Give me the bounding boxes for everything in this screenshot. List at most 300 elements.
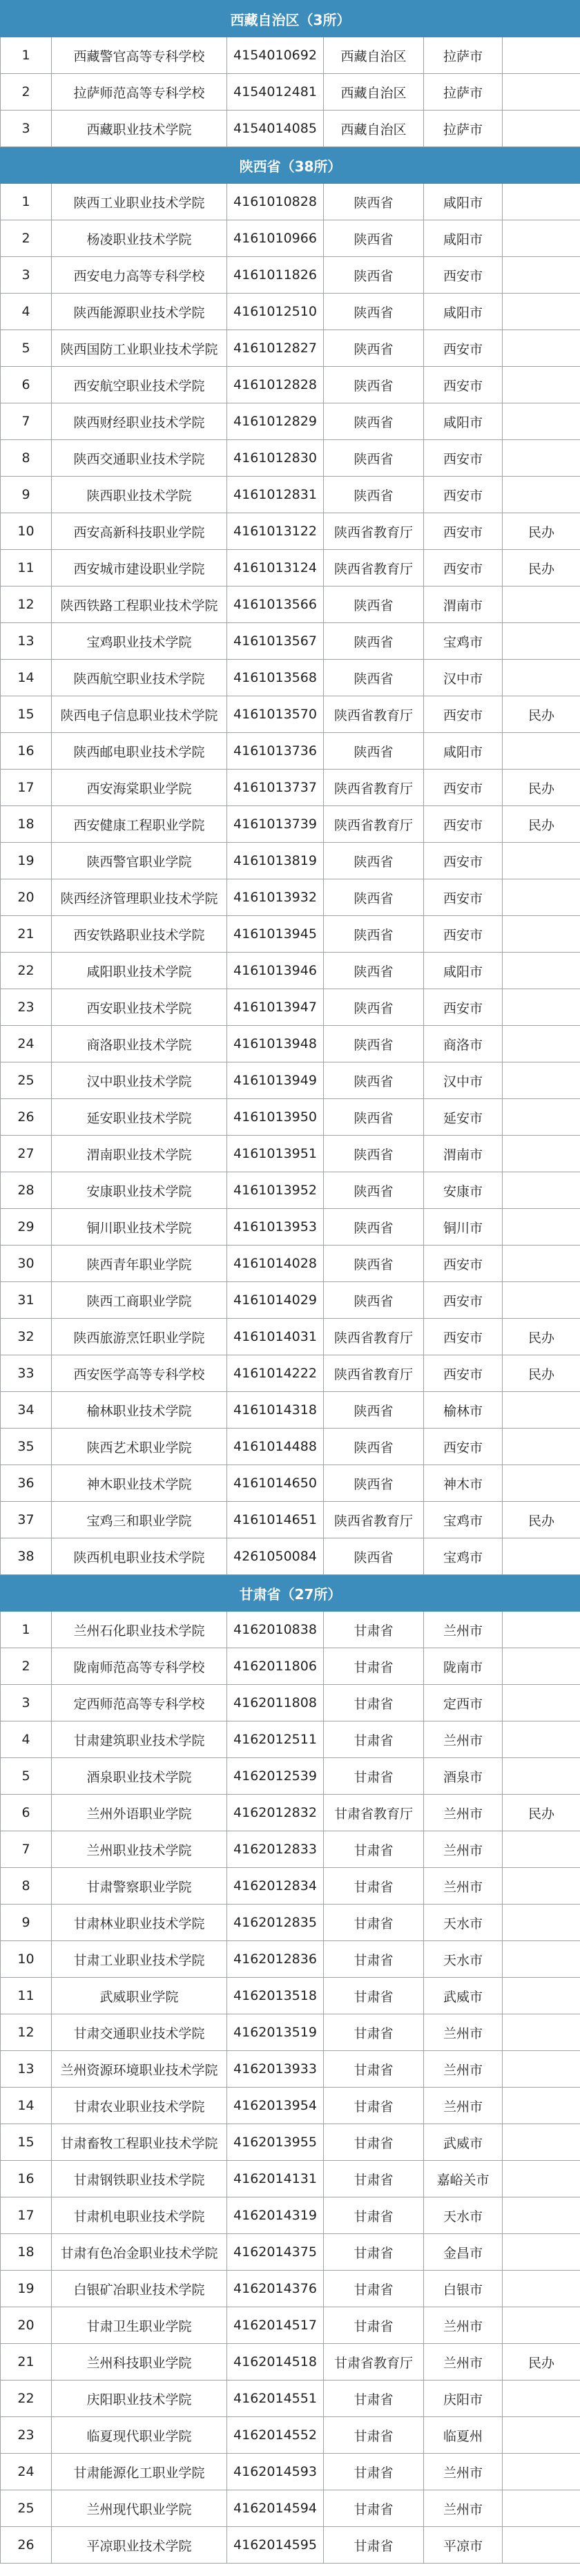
authority-cell: 陕西省 — [324, 843, 424, 879]
authority-cell: 陕西省教育厅 — [324, 550, 424, 586]
table-row — [1, 1465, 580, 1502]
authority-cell: 陕西省 — [324, 367, 424, 403]
note-cell — [503, 733, 580, 770]
index-cell: 13 — [1, 623, 52, 660]
school-code-cell: 4162011806 — [227, 1648, 324, 1685]
school-code-cell: 4162014551 — [227, 2381, 324, 2417]
city-cell: 兰州市 — [424, 2454, 503, 2490]
table-row — [1, 1978, 580, 2014]
note-cell — [503, 2161, 580, 2197]
authority-cell: 陕西省 — [324, 440, 424, 477]
school-name-cell: 甘肃有色冶金职业技术学院 — [52, 2234, 227, 2271]
index-cell: 21 — [1, 2344, 52, 2381]
school-name-cell: 西安职业技术学院 — [52, 989, 227, 1026]
school-name-cell: 渭南职业技术学院 — [52, 1136, 227, 1172]
city-cell: 咸阳市 — [424, 184, 503, 220]
index-cell: 11 — [1, 550, 52, 586]
index-cell: 20 — [1, 879, 52, 916]
index-cell: 18 — [1, 2234, 52, 2271]
index-cell: 35 — [1, 1429, 52, 1465]
table-row — [1, 2124, 580, 2161]
authority-cell: 陕西省教育厅 — [324, 1355, 424, 1392]
table-row — [1, 2051, 580, 2088]
note-cell — [503, 1685, 580, 1721]
city-cell: 兰州市 — [424, 2051, 503, 2088]
authority-cell: 陕西省 — [324, 1392, 424, 1429]
authority-cell: 甘肃省 — [324, 2490, 424, 2527]
school-name-cell: 甘肃交通职业技术学院 — [52, 2014, 227, 2051]
note-cell — [503, 660, 580, 696]
table-row — [1, 1612, 580, 1648]
authority-cell: 陕西省 — [324, 477, 424, 513]
table-row — [1, 1502, 580, 1538]
authority-cell: 陕西省教育厅 — [324, 1319, 424, 1355]
authority-cell: 甘肃省 — [324, 1758, 424, 1795]
authority-cell: 陕西省 — [324, 184, 424, 220]
city-cell: 西安市 — [424, 1282, 503, 1319]
school-code-cell: 4161014318 — [227, 1392, 324, 1429]
city-cell: 兰州市 — [424, 1612, 503, 1648]
table-row — [1, 1319, 580, 1355]
index-cell: 6 — [1, 367, 52, 403]
school-code-cell: 4162013933 — [227, 2051, 324, 2088]
city-cell: 兰州市 — [424, 1868, 503, 1905]
index-cell: 17 — [1, 2197, 52, 2234]
school-code-cell: 4162013518 — [227, 1978, 324, 2014]
school-name-cell: 西安健康工程职业学院 — [52, 806, 227, 843]
school-name-cell: 陕西国防工业职业技术学院 — [52, 330, 227, 367]
school-code-cell: 4162011808 — [227, 1685, 324, 1721]
school-name-cell: 铜川职业技术学院 — [52, 1209, 227, 1246]
note-cell — [503, 440, 580, 477]
authority-cell: 甘肃省 — [324, 1941, 424, 1978]
note-cell — [503, 2490, 580, 2527]
note-cell — [503, 1905, 580, 1941]
index-cell: 1 — [1, 184, 52, 220]
table-row — [1, 477, 580, 513]
index-cell: 8 — [1, 1868, 52, 1905]
city-cell: 天水市 — [424, 2197, 503, 2234]
authority-cell: 陕西省 — [324, 403, 424, 440]
table-row — [1, 1026, 580, 1062]
index-cell: 2 — [1, 220, 52, 257]
authority-cell: 陕西省 — [324, 623, 424, 660]
index-cell: 27 — [1, 1136, 52, 1172]
note-cell — [503, 2454, 580, 2490]
note-cell — [503, 330, 580, 367]
school-name-cell: 陕西邮电职业技术学院 — [52, 733, 227, 770]
table-row — [1, 550, 580, 586]
school-name-cell: 安康职业技术学院 — [52, 1172, 227, 1209]
school-name-cell: 陕西经济管理职业技术学院 — [52, 879, 227, 916]
index-cell: 21 — [1, 916, 52, 953]
table-row — [1, 184, 580, 220]
authority-cell: 陕西省 — [324, 330, 424, 367]
school-name-cell: 武威职业学院 — [52, 1978, 227, 2014]
note-cell — [503, 586, 580, 623]
table-row — [1, 1941, 580, 1978]
table-row — [1, 2014, 580, 2051]
authority-cell: 陕西省 — [324, 1282, 424, 1319]
authority-cell: 陕西省 — [324, 879, 424, 916]
note-cell — [503, 2417, 580, 2454]
city-cell: 武威市 — [424, 1978, 503, 2014]
school-code-cell: 4161013570 — [227, 696, 324, 733]
school-code-cell: 4162014595 — [227, 2527, 324, 2564]
school-code-cell: 4161014222 — [227, 1355, 324, 1392]
city-cell: 西安市 — [424, 879, 503, 916]
index-cell: 7 — [1, 403, 52, 440]
school-code-cell: 4162014518 — [227, 2344, 324, 2381]
index-cell: 36 — [1, 1465, 52, 1502]
city-cell: 西安市 — [424, 1246, 503, 1282]
school-code-cell: 4161013567 — [227, 623, 324, 660]
school-name-cell: 陕西职业技术学院 — [52, 477, 227, 513]
school-name-cell: 兰州石化职业技术学院 — [52, 1612, 227, 1648]
city-cell: 酒泉市 — [424, 1758, 503, 1795]
school-code-cell: 4261050084 — [227, 1538, 324, 1575]
authority-cell: 陕西省教育厅 — [324, 513, 424, 550]
school-code-cell: 4161012829 — [227, 403, 324, 440]
index-cell: 23 — [1, 2417, 52, 2454]
school-name-cell: 甘肃能源化工职业学院 — [52, 2454, 227, 2490]
city-cell: 兰州市 — [424, 2088, 503, 2124]
note-cell — [503, 1099, 580, 1136]
index-cell: 25 — [1, 2490, 52, 2527]
authority-cell: 陕西省教育厅 — [324, 1502, 424, 1538]
school-name-cell: 陕西交通职业技术学院 — [52, 440, 227, 477]
city-cell: 西安市 — [424, 550, 503, 586]
index-cell: 3 — [1, 257, 52, 294]
table-row — [1, 1831, 580, 1868]
city-cell: 兰州市 — [424, 1831, 503, 1868]
section-header — [1, 1575, 580, 1612]
authority-cell: 甘肃省 — [324, 2381, 424, 2417]
table-row — [1, 1905, 580, 1941]
authority-cell: 陕西省 — [324, 1209, 424, 1246]
authority-cell: 陕西省 — [324, 1026, 424, 1062]
table-row — [1, 2490, 580, 2527]
note-cell — [503, 1868, 580, 1905]
city-cell: 陇南市 — [424, 1648, 503, 1685]
index-cell: 2 — [1, 74, 52, 111]
school-name-cell: 酒泉职业技术学院 — [52, 1758, 227, 1795]
table-row — [1, 806, 580, 843]
school-name-cell: 甘肃机电职业技术学院 — [52, 2197, 227, 2234]
table-row — [1, 1355, 580, 1392]
school-code-cell: 4161011826 — [227, 257, 324, 294]
authority-cell: 陕西省 — [324, 1538, 424, 1575]
school-name-cell: 神木职业技术学院 — [52, 1465, 227, 1502]
note-cell — [503, 1136, 580, 1172]
city-cell: 兰州市 — [424, 2344, 503, 2381]
section-header — [1, 147, 580, 184]
table-row — [1, 257, 580, 294]
school-name-cell: 陕西工商职业学院 — [52, 1282, 227, 1319]
city-cell: 咸阳市 — [424, 953, 503, 989]
index-cell: 30 — [1, 1246, 52, 1282]
school-name-cell: 陕西艺术职业学院 — [52, 1429, 227, 1465]
city-cell: 西安市 — [424, 367, 503, 403]
school-code-cell: 4154012481 — [227, 74, 324, 111]
city-cell: 武威市 — [424, 2124, 503, 2161]
school-name-cell: 西安电力高等专科学校 — [52, 257, 227, 294]
index-cell: 26 — [1, 2527, 52, 2564]
authority-cell: 陕西省 — [324, 1465, 424, 1502]
note-cell — [503, 1172, 580, 1209]
index-cell: 25 — [1, 1062, 52, 1099]
authority-cell: 甘肃省 — [324, 2454, 424, 2490]
school-code-cell: 4161013568 — [227, 660, 324, 696]
school-code-cell: 4162013955 — [227, 2124, 324, 2161]
authority-cell: 陕西省 — [324, 586, 424, 623]
note-cell — [503, 220, 580, 257]
note-cell — [503, 879, 580, 916]
authority-cell: 甘肃省 — [324, 2161, 424, 2197]
city-cell: 神木市 — [424, 1465, 503, 1502]
school-code-cell: 4161013950 — [227, 1099, 324, 1136]
index-cell: 16 — [1, 2161, 52, 2197]
index-cell: 24 — [1, 1026, 52, 1062]
table-row — [1, 1246, 580, 1282]
city-cell: 拉萨市 — [424, 74, 503, 111]
note-cell — [503, 2014, 580, 2051]
table-row — [1, 294, 580, 330]
authority-cell: 甘肃省 — [324, 1648, 424, 1685]
index-cell: 19 — [1, 2271, 52, 2307]
school-code-cell: 4161013947 — [227, 989, 324, 1026]
note-cell — [503, 1209, 580, 1246]
city-cell: 兰州市 — [424, 1721, 503, 1758]
school-code-cell: 4161012510 — [227, 294, 324, 330]
city-cell: 宝鸡市 — [424, 1538, 503, 1575]
note-cell: 民办 — [503, 696, 580, 733]
note-cell: 民办 — [503, 1355, 580, 1392]
school-code-cell: 4161013951 — [227, 1136, 324, 1172]
index-cell: 3 — [1, 1685, 52, 1721]
school-name-cell: 平凉职业技术学院 — [52, 2527, 227, 2564]
note-cell — [503, 37, 580, 74]
school-name-cell: 陕西能源职业技术学院 — [52, 294, 227, 330]
table-row — [1, 843, 580, 879]
school-name-cell: 临夏现代职业学院 — [52, 2417, 227, 2454]
note-cell — [503, 2234, 580, 2271]
table-row — [1, 1136, 580, 1172]
index-cell: 10 — [1, 1941, 52, 1978]
index-cell: 4 — [1, 1721, 52, 1758]
city-cell: 金昌市 — [424, 2234, 503, 2271]
school-name-cell: 陕西青年职业学院 — [52, 1246, 227, 1282]
school-name-cell: 陇南师范高等专科学校 — [52, 1648, 227, 1685]
city-cell: 渭南市 — [424, 586, 503, 623]
note-cell — [503, 1758, 580, 1795]
school-code-cell: 4162013954 — [227, 2088, 324, 2124]
city-cell: 西安市 — [424, 1429, 503, 1465]
school-name-cell: 陕西机电职业技术学院 — [52, 1538, 227, 1575]
table-row — [1, 879, 580, 916]
city-cell: 西安市 — [424, 330, 503, 367]
school-name-cell: 陕西工业职业技术学院 — [52, 184, 227, 220]
note-cell: 民办 — [503, 770, 580, 806]
index-cell: 12 — [1, 586, 52, 623]
authority-cell: 甘肃省 — [324, 2527, 424, 2564]
table-row — [1, 367, 580, 403]
table-row — [1, 660, 580, 696]
note-cell — [503, 1831, 580, 1868]
index-cell: 38 — [1, 1538, 52, 1575]
note-cell — [503, 1246, 580, 1282]
index-cell: 2 — [1, 1648, 52, 1685]
note-cell: 民办 — [503, 806, 580, 843]
city-cell: 兰州市 — [424, 2014, 503, 2051]
city-cell: 拉萨市 — [424, 37, 503, 74]
index-cell: 4 — [1, 294, 52, 330]
note-cell — [503, 403, 580, 440]
note-cell — [503, 2088, 580, 2124]
city-cell: 西安市 — [424, 257, 503, 294]
index-cell: 22 — [1, 953, 52, 989]
index-cell: 1 — [1, 37, 52, 74]
school-code-cell: 4161014488 — [227, 1429, 324, 1465]
school-code-cell: 4162010838 — [227, 1612, 324, 1648]
index-cell: 10 — [1, 513, 52, 550]
school-code-cell: 4162012832 — [227, 1795, 324, 1831]
authority-cell: 甘肃省 — [324, 1612, 424, 1648]
table-row — [1, 1721, 580, 1758]
school-code-cell: 4161012828 — [227, 367, 324, 403]
school-code-cell: 4161014029 — [227, 1282, 324, 1319]
note-cell — [503, 1392, 580, 1429]
school-name-cell: 西安城市建设职业学院 — [52, 550, 227, 586]
table-row — [1, 623, 580, 660]
table-row — [1, 1282, 580, 1319]
note-cell: 民办 — [503, 1795, 580, 1831]
note-cell: 民办 — [503, 1319, 580, 1355]
authority-cell: 甘肃省 — [324, 1831, 424, 1868]
note-cell — [503, 2307, 580, 2344]
index-cell: 11 — [1, 1978, 52, 2014]
school-name-cell: 甘肃畜牧工程职业技术学院 — [52, 2124, 227, 2161]
city-cell: 渭南市 — [424, 1136, 503, 1172]
school-name-cell: 庆阳职业技术学院 — [52, 2381, 227, 2417]
authority-cell: 陕西省 — [324, 220, 424, 257]
note-cell — [503, 2051, 580, 2088]
school-code-cell: 4162012836 — [227, 1941, 324, 1978]
school-code-cell: 4154014085 — [227, 111, 324, 147]
authority-cell: 陕西省教育厅 — [324, 806, 424, 843]
note-cell: 民办 — [503, 513, 580, 550]
school-name-cell: 榆林职业技术学院 — [52, 1392, 227, 1429]
school-code-cell: 4161013566 — [227, 586, 324, 623]
city-cell: 宝鸡市 — [424, 623, 503, 660]
table-row — [1, 2417, 580, 2454]
school-code-cell: 4162012833 — [227, 1831, 324, 1868]
index-cell: 3 — [1, 111, 52, 147]
table-row — [1, 1685, 580, 1721]
index-cell: 20 — [1, 2307, 52, 2344]
school-name-cell: 兰州外语职业学院 — [52, 1795, 227, 1831]
table-row — [1, 2088, 580, 2124]
index-cell: 12 — [1, 2014, 52, 2051]
authority-cell: 陕西省 — [324, 660, 424, 696]
table-row — [1, 1758, 580, 1795]
index-cell: 17 — [1, 770, 52, 806]
school-code-cell: 4161013948 — [227, 1026, 324, 1062]
city-cell: 白银市 — [424, 2271, 503, 2307]
authority-cell: 陕西省 — [324, 257, 424, 294]
school-name-cell: 陕西财经职业技术学院 — [52, 403, 227, 440]
authority-cell: 西藏自治区 — [324, 111, 424, 147]
school-code-cell: 4162014376 — [227, 2271, 324, 2307]
table-row — [1, 1172, 580, 1209]
school-code-cell: 4162014131 — [227, 2161, 324, 2197]
note-cell — [503, 1429, 580, 1465]
school-name-cell: 兰州科技职业学院 — [52, 2344, 227, 2381]
authority-cell: 甘肃省 — [324, 1721, 424, 1758]
table-row — [1, 1795, 580, 1831]
school-name-cell: 西安铁路职业技术学院 — [52, 916, 227, 953]
table-row — [1, 1429, 580, 1465]
index-cell: 26 — [1, 1099, 52, 1136]
section-title: 西藏自治区（3所） — [1, 1, 580, 37]
authority-cell: 陕西省 — [324, 294, 424, 330]
authority-cell: 西藏自治区 — [324, 37, 424, 74]
city-cell: 西安市 — [424, 477, 503, 513]
authority-cell: 甘肃省 — [324, 2234, 424, 2271]
table-row — [1, 1868, 580, 1905]
school-code-cell: 4161013739 — [227, 806, 324, 843]
note-cell — [503, 2271, 580, 2307]
note-cell — [503, 2124, 580, 2161]
school-name-cell: 甘肃钢铁职业技术学院 — [52, 2161, 227, 2197]
index-cell: 16 — [1, 733, 52, 770]
school-code-cell: 4161014651 — [227, 1502, 324, 1538]
school-code-cell: 4162014319 — [227, 2197, 324, 2234]
authority-cell: 甘肃省 — [324, 1685, 424, 1721]
note-cell — [503, 843, 580, 879]
authority-cell: 陕西省教育厅 — [324, 770, 424, 806]
authority-cell: 甘肃省 — [324, 1868, 424, 1905]
authority-cell: 陕西省 — [324, 1172, 424, 1209]
school-code-cell: 4161013819 — [227, 843, 324, 879]
city-cell: 西安市 — [424, 513, 503, 550]
school-name-cell: 甘肃工业职业技术学院 — [52, 1941, 227, 1978]
index-cell: 14 — [1, 660, 52, 696]
school-name-cell: 兰州现代职业学院 — [52, 2490, 227, 2527]
note-cell — [503, 477, 580, 513]
table-row — [1, 2161, 580, 2197]
note-cell — [503, 2381, 580, 2417]
school-name-cell: 兰州资源环境职业技术学院 — [52, 2051, 227, 2088]
city-cell: 平凉市 — [424, 2527, 503, 2564]
authority-cell: 甘肃省 — [324, 2124, 424, 2161]
note-cell — [503, 1721, 580, 1758]
note-cell — [503, 2527, 580, 2564]
school-name-cell: 陕西旅游烹饪职业学院 — [52, 1319, 227, 1355]
school-code-cell: 4161014028 — [227, 1246, 324, 1282]
school-code-cell: 4161013124 — [227, 550, 324, 586]
school-code-cell: 4162014552 — [227, 2417, 324, 2454]
table-row — [1, 770, 580, 806]
table-row — [1, 2527, 580, 2564]
index-cell: 1 — [1, 1612, 52, 1648]
note-cell — [503, 2197, 580, 2234]
note-cell — [503, 111, 580, 147]
authority-cell: 陕西省 — [324, 989, 424, 1026]
note-cell — [503, 1465, 580, 1502]
table-row — [1, 440, 580, 477]
index-cell: 28 — [1, 1172, 52, 1209]
